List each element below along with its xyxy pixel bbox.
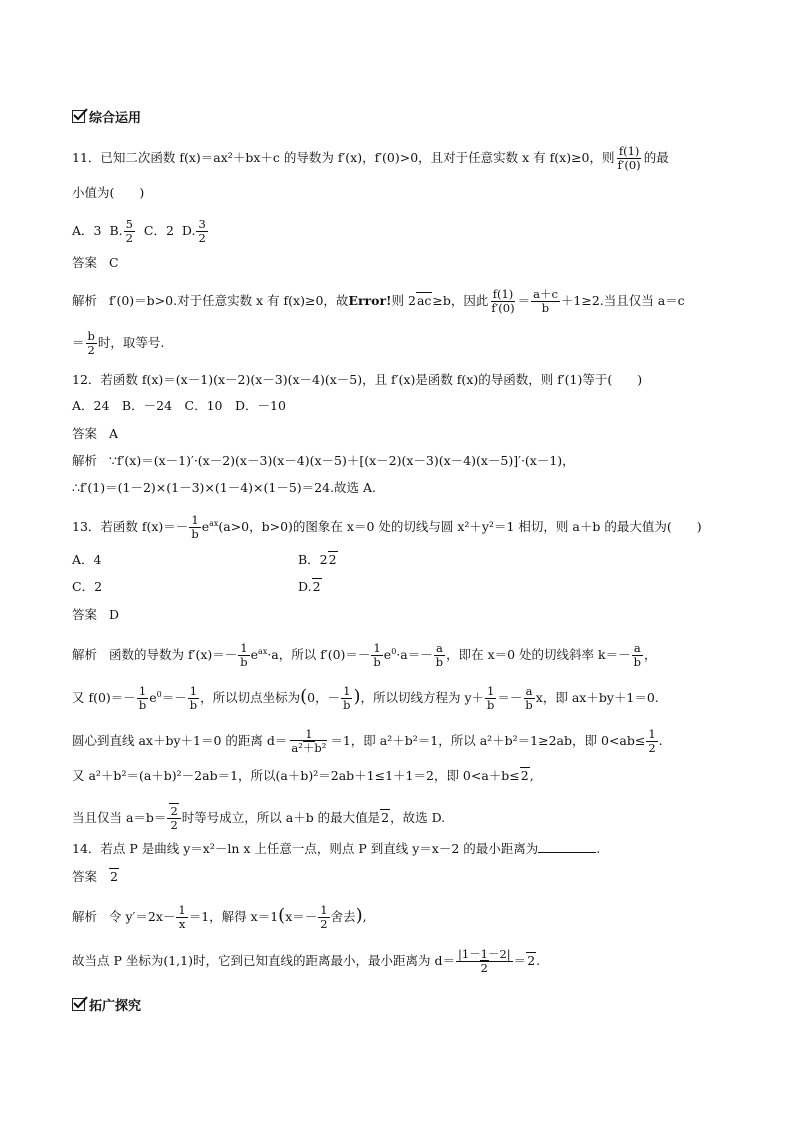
q12-stem: 12．若函数 f(x)＝(x－1)(x－2)(x－3)(x－4)(x－5)，且 f′(x)是函数 f(x)的导函数，则 f′(1)等于( )	[72, 372, 643, 387]
q13-option-b: B．22	[298, 552, 337, 567]
q12-analysis-1: 解析 ∵f′(x)＝(x－1)′·(x－2)(x－3)(x－4)(x－5)＋[(x－2)(x－3)(x－4)(x－5)]′·(x－1)，	[72, 453, 575, 468]
q13-analysis-2: 又 f(0)＝－ $\frac{1}{b}$ $e^0=-$ $\frac{1}{b}$ ，所以切点坐标为(0，－ $\frac{1}{b}$ )，所以切线方程为 y＋ $\frac{1}{b}$ ＝－ $\frac{a}{b}$ x，即 ax＋by＋1＝0.	[72, 684, 659, 712]
section-header-explore	[72, 995, 141, 1014]
q13-stem: 13．若函数 f(x)＝－ $\frac{1}{b}$ $e^{ax}(a>0$，b>0)的图象在 x＝0 处的切线与圆 x²＋y²＝1 相切，则 a＋b 的最大值为( )	[72, 513, 702, 541]
q13-analysis-1: 解析 函数的导数为 f′(x)＝－ $\frac{1}{b}$ $e^{ax}\cdot a$，所以 f′(0)＝－ $\frac{1}{b}$ $e^0\cdot a=-$ $\frac{a}{b}$ ，即在 x＝0 处的切线斜率 k＝－ $\frac{a}{b}$ ，	[72, 641, 657, 669]
q13-analysis-5: 当且仅当 a＝b＝ $\frac{2}{2}$ 时等号成立，所以 a＋b 的最大值是2，故选 D.	[72, 804, 446, 832]
q14-analysis-2: 故当点 P 坐标为(1,1)时，它到已知直线的距离最小，最小距离为 d＝ $\frac{|1-1-2|}{2}$ ＝2.	[72, 947, 541, 975]
q11-answer: 答案 C	[72, 255, 119, 270]
section-title: 拓广探究	[89, 999, 142, 1014]
q12-answer: 答案 A	[72, 426, 119, 441]
q13-option-d: D.2	[298, 579, 321, 594]
checkbox-icon	[72, 110, 85, 123]
q13-option-c: C．2	[72, 579, 103, 594]
q12-analysis-2: ∴f′(1)＝(1－2)×(1－3)×(1－4)×(1－5)＝24.故选 A.	[72, 480, 377, 495]
section-title: 综合运用	[89, 111, 142, 126]
q14-analysis-1: 解析 令 y′＝2x－ $\frac{1}{x}$ ＝1，解得 x＝1(x＝－ $\frac{1}{2}$ 舍去),	[72, 903, 367, 931]
q11-stem-cont: 小值为( )	[72, 185, 145, 200]
checkbox-icon	[72, 998, 85, 1011]
q11-analysis-2: ＝ $\frac{b}{2}$ 时，取等号.	[72, 329, 165, 357]
answer-blank	[538, 840, 596, 853]
q13-answer: 答案 D	[72, 607, 120, 622]
q11-analysis-1: 解析 f′(0)＝b>0.对于任意实数 x 有 f(x)≥0，故Error!则 2ac≥b，因此 $\frac{f(1)}{f'(0)}$ ＝ $\frac{a+c}{b}$ ＋1≥2.当且仅当 a＝c	[72, 287, 685, 315]
q12-options: A．24 B．－24 C．10 D．－10	[72, 398, 286, 413]
q11-stem: 11．已知二次函数 f(x)＝ax²＋bx＋c 的导数为 f′(x)，f′(0)>0，且对于任意实数 x 有 f(x)≥0，则 $\frac{f(1)}{f'(0)}$ 的最	[72, 144, 669, 172]
q13-analysis-3: 圆心到直线 ax＋by＋1＝0 的距离 d＝ $\frac{1}{\text{a²＋b²}}$ ＝1，即 a²＋b²＝1，所以 a²＋b²＝1≥2ab，即 0<ab≤ $\frac{1}{2}$ .	[72, 727, 663, 755]
q14-answer: 答案 2	[72, 869, 118, 884]
fraction: $\frac{f(1)}{f'(0)}$	[617, 144, 641, 172]
q11-options: A．3 B. $\frac{5}{2}$ C．2 D. $\frac{3}{2}$	[72, 217, 206, 245]
q13-analysis-4: 又 a²＋b²＝(a＋b)²－2ab＝1，所以(a＋b)²＝2ab＋1≤1＋1＝2，即 0<a＋b≤2,	[72, 768, 534, 783]
section-header-comprehensive	[72, 107, 141, 126]
q14-stem: 14．若点 P 是曲线 y＝x²－ln x 上任意一点，则点 P 到直线 y＝x－2 的最小距离为 .	[72, 841, 601, 856]
q13-option-a: A．4	[72, 552, 102, 567]
